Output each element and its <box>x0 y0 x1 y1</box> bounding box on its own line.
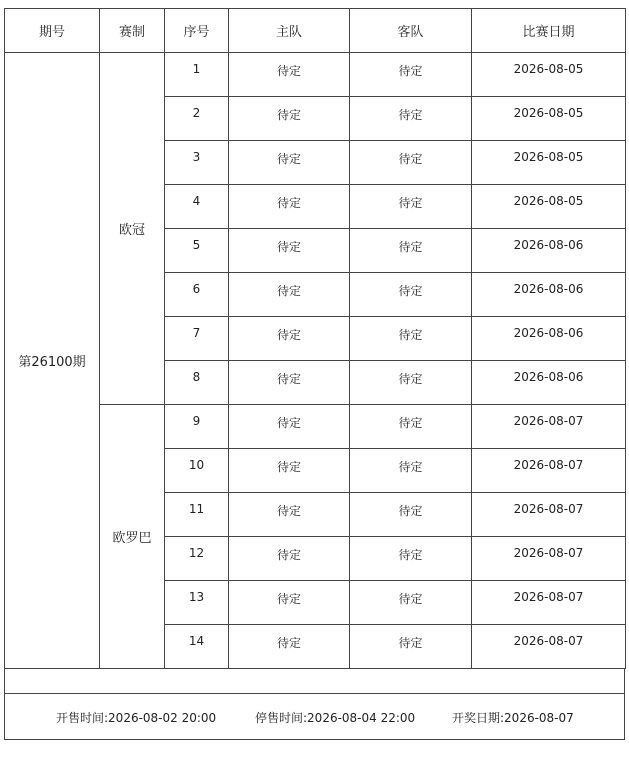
away-team-cell: 待定 <box>350 97 472 141</box>
home-team-cell: 待定 <box>229 581 350 625</box>
sale-stop-value: 2026-08-04 22:00 <box>307 711 416 725</box>
home-team-cell: 待定 <box>229 317 350 361</box>
home-team-cell: 待定 <box>229 53 350 97</box>
home-team-cell: 待定 <box>229 449 350 493</box>
home-team-cell: 待定 <box>229 361 350 405</box>
match-number-cell: 7 <box>165 317 229 361</box>
away-team-cell: 待定 <box>350 493 472 537</box>
match-number-cell: 13 <box>165 581 229 625</box>
draw-date-label: 开奖日期: <box>452 711 505 725</box>
match-number-cell: 12 <box>165 537 229 581</box>
sale-start-info <box>56 709 216 726</box>
match-number-cell: 6 <box>165 273 229 317</box>
match-number-cell: 8 <box>165 361 229 405</box>
match-number-cell: 14 <box>165 625 229 669</box>
match-date-cell: 2026-08-06 <box>472 361 626 405</box>
match-date-cell: 2026-08-07 <box>472 449 626 493</box>
format-cell: 欧罗巴 <box>100 405 165 669</box>
match-number-cell: 2 <box>165 97 229 141</box>
away-team-cell: 待定 <box>350 141 472 185</box>
sale-info-footer <box>4 694 625 740</box>
home-team-cell: 待定 <box>229 141 350 185</box>
match-date-cell: 2026-08-07 <box>472 581 626 625</box>
header-match-date: 比赛日期 <box>472 9 626 53</box>
schedule-document <box>4 8 625 740</box>
home-team-cell: 待定 <box>229 273 350 317</box>
header-number: 序号 <box>165 9 229 53</box>
draw-date-value: 2026-08-07 <box>504 711 574 725</box>
home-team-cell: 待定 <box>229 405 350 449</box>
sale-start-value: 2026-08-02 20:00 <box>108 711 217 725</box>
match-schedule-table <box>4 8 626 669</box>
match-date-cell: 2026-08-07 <box>472 625 626 669</box>
header-period: 期号 <box>5 9 100 53</box>
match-date-cell: 2026-08-05 <box>472 141 626 185</box>
match-date-cell: 2026-08-05 <box>472 185 626 229</box>
home-team-cell: 待定 <box>229 537 350 581</box>
sale-stop-label: 停售时间: <box>255 711 308 725</box>
blank-row <box>4 669 625 694</box>
match-number-cell: 1 <box>165 53 229 97</box>
home-team-cell: 待定 <box>229 97 350 141</box>
match-date-cell: 2026-08-05 <box>472 97 626 141</box>
away-team-cell: 待定 <box>350 273 472 317</box>
away-team-cell: 待定 <box>350 229 472 273</box>
away-team-cell: 待定 <box>350 625 472 669</box>
header-format: 赛制 <box>100 9 165 53</box>
match-date-cell: 2026-08-06 <box>472 273 626 317</box>
home-team-cell: 待定 <box>229 493 350 537</box>
away-team-cell: 待定 <box>350 537 472 581</box>
away-team-cell: 待定 <box>350 361 472 405</box>
away-team-cell: 待定 <box>350 405 472 449</box>
sale-stop-info <box>255 709 415 726</box>
match-number-cell: 11 <box>165 493 229 537</box>
sale-start-label: 开售时间: <box>56 711 109 725</box>
match-date-cell: 2026-08-06 <box>472 229 626 273</box>
match-number-cell: 9 <box>165 405 229 449</box>
table-header-row <box>5 9 626 53</box>
match-number-cell: 3 <box>165 141 229 185</box>
match-date-cell: 2026-08-07 <box>472 493 626 537</box>
match-date-cell: 2026-08-07 <box>472 537 626 581</box>
away-team-cell: 待定 <box>350 185 472 229</box>
header-away-team: 客队 <box>350 9 472 53</box>
period-cell: 第26100期 <box>5 53 100 669</box>
home-team-cell: 待定 <box>229 229 350 273</box>
match-number-cell: 5 <box>165 229 229 273</box>
header-home-team: 主队 <box>229 9 350 53</box>
draw-date-info <box>452 709 574 726</box>
match-number-cell: 4 <box>165 185 229 229</box>
table-row <box>5 53 626 97</box>
away-team-cell: 待定 <box>350 581 472 625</box>
home-team-cell: 待定 <box>229 185 350 229</box>
away-team-cell: 待定 <box>350 317 472 361</box>
table-body <box>5 53 626 669</box>
home-team-cell: 待定 <box>229 625 350 669</box>
match-date-cell: 2026-08-05 <box>472 53 626 97</box>
format-cell: 欧冠 <box>100 53 165 405</box>
match-number-cell: 10 <box>165 449 229 493</box>
match-date-cell: 2026-08-07 <box>472 405 626 449</box>
away-team-cell: 待定 <box>350 53 472 97</box>
away-team-cell: 待定 <box>350 449 472 493</box>
match-date-cell: 2026-08-06 <box>472 317 626 361</box>
